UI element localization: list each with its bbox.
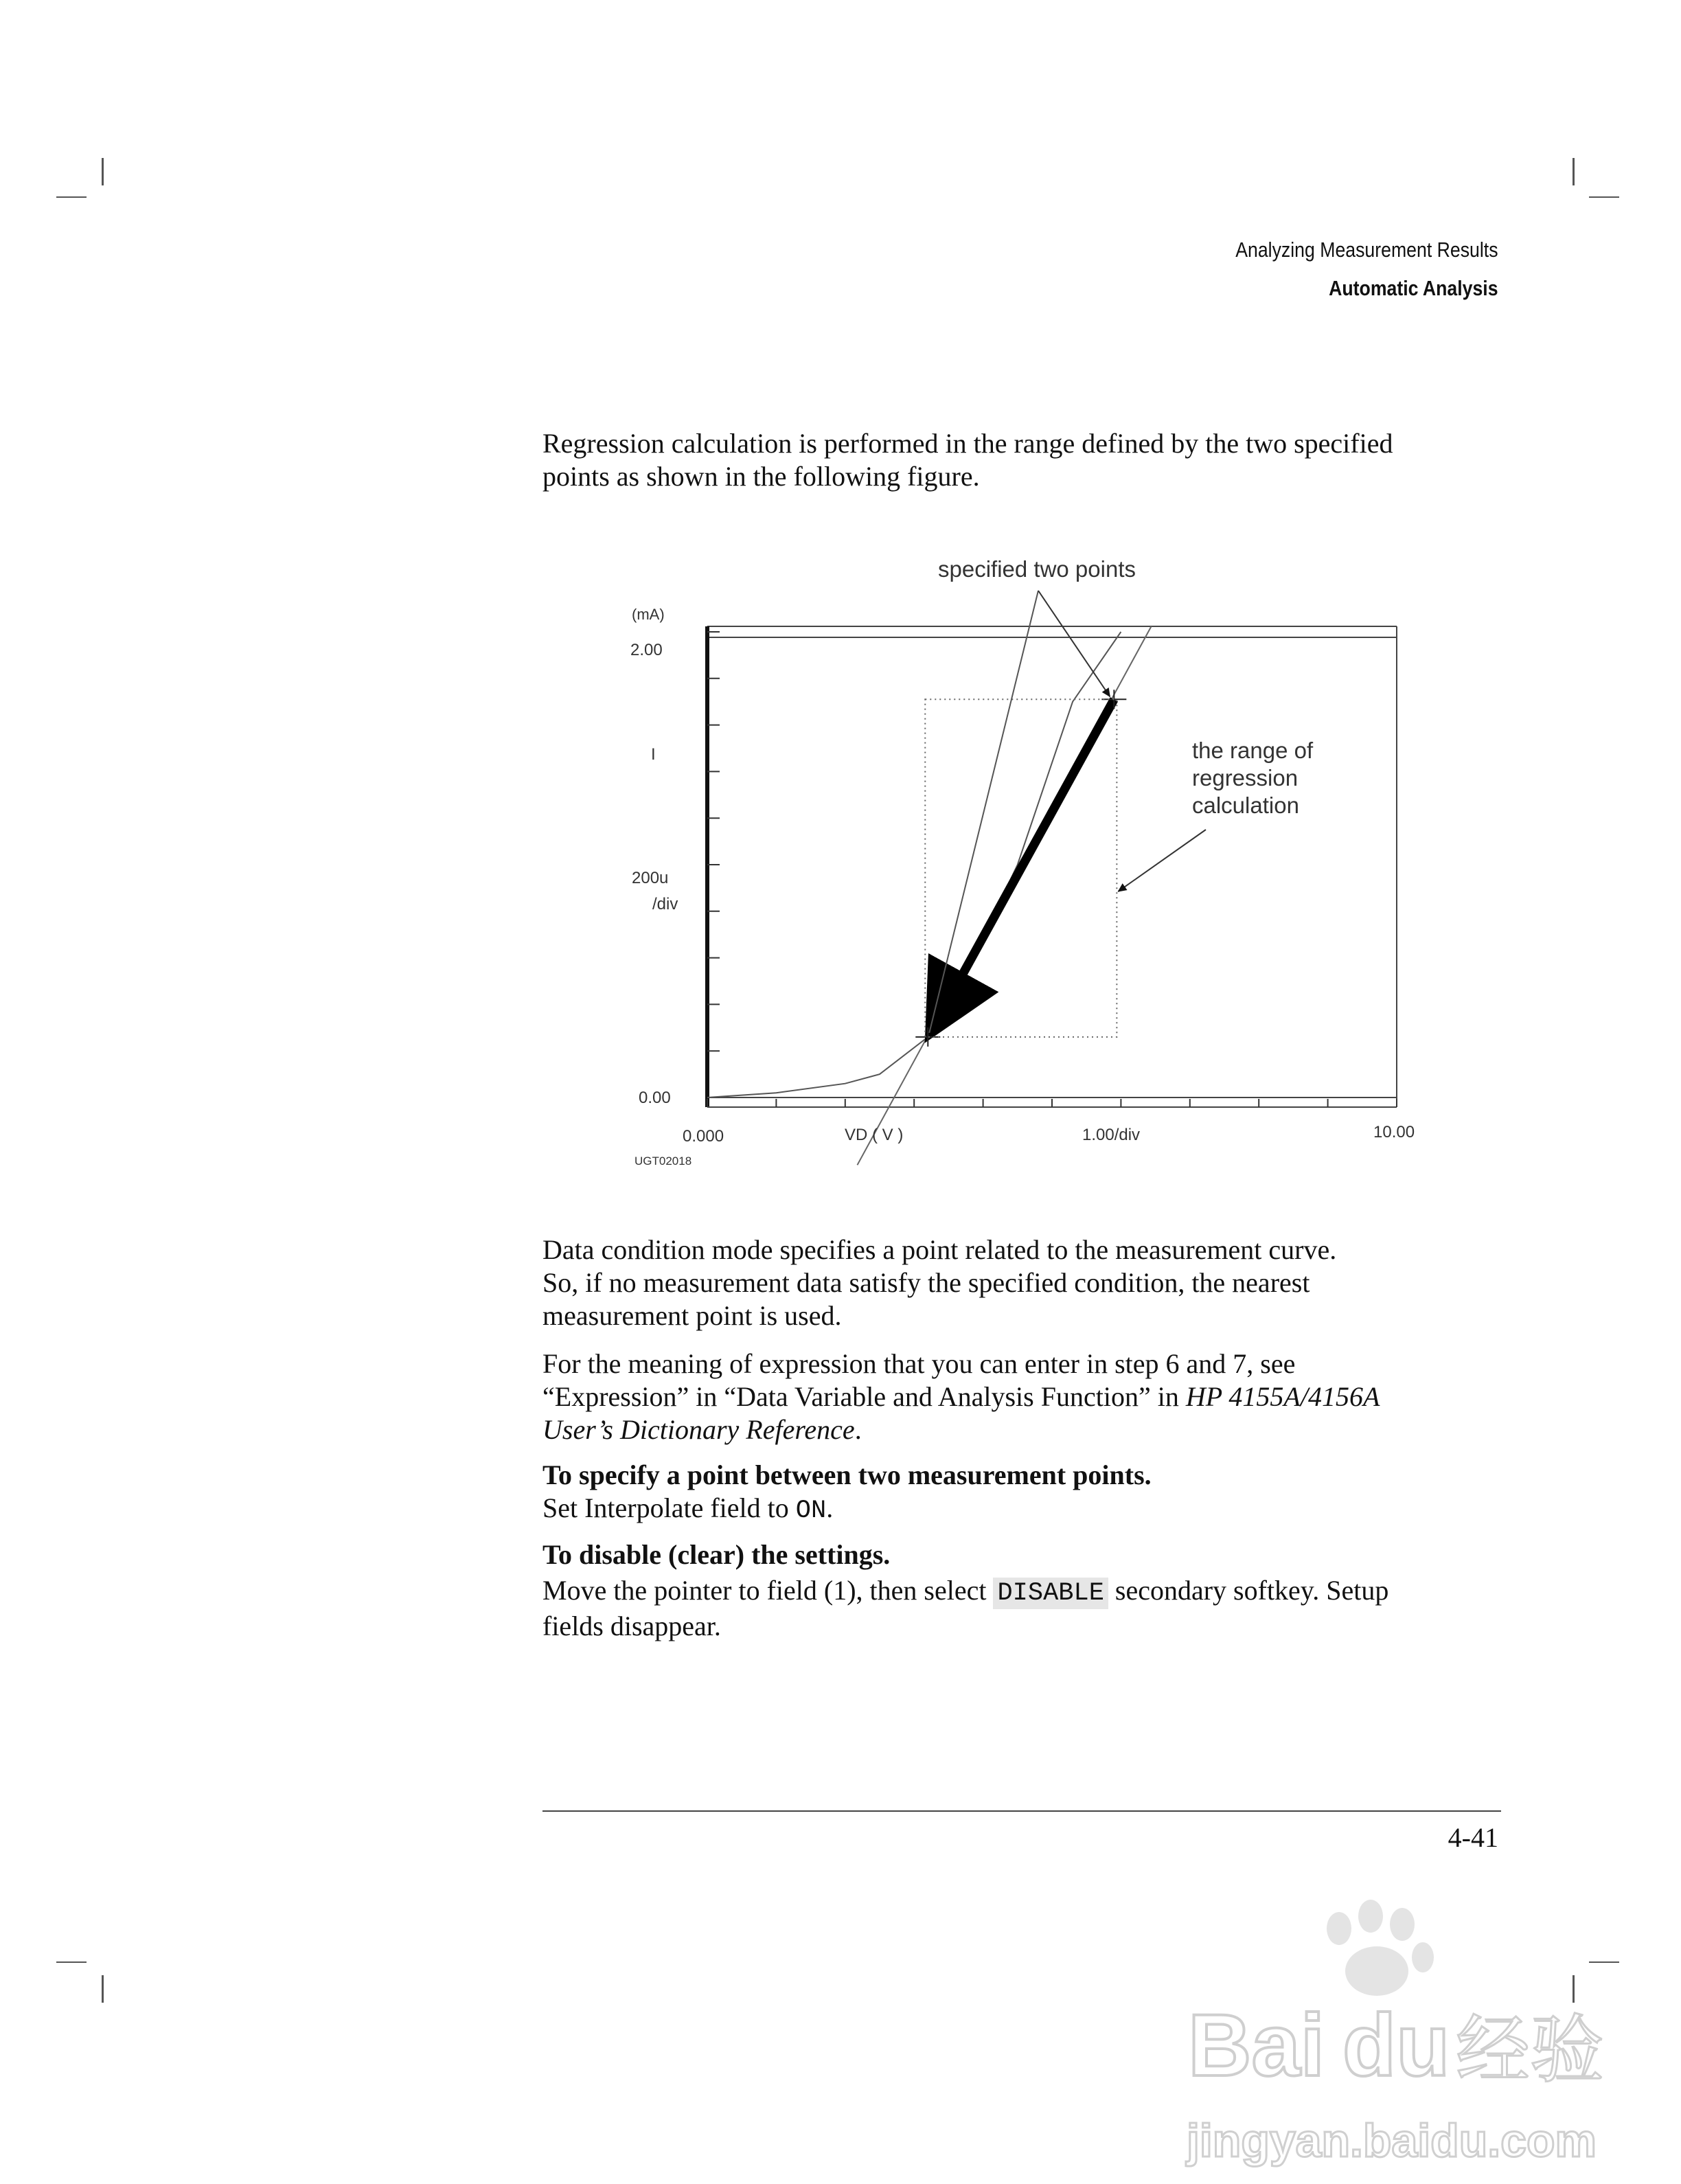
paragraph-line	[542, 1413, 1504, 1446]
data-condition-paragraph	[542, 1233, 1504, 1332]
paragraph-line	[542, 1574, 1504, 1610]
crop-mark	[1589, 1961, 1619, 1963]
annotation-range-line: regression	[1192, 765, 1299, 790]
interpolate-section	[542, 1459, 1504, 1527]
y-axis-name: I	[651, 745, 656, 764]
page-number: 4-41	[1448, 1822, 1498, 1853]
x-axis-ticks	[707, 1099, 1397, 1107]
footer-rule	[542, 1810, 1501, 1812]
paragraph-text: Set Interpolate field to	[542, 1492, 796, 1523]
figure-id: UGT02018	[634, 1154, 692, 1168]
paragraph-line: fields disappear.	[542, 1611, 721, 1641]
leader-line	[929, 591, 1038, 1033]
y-unit-label: (mA)	[632, 606, 665, 623]
y-scale-label: 200u	[632, 869, 669, 887]
paragraph-text: secondary softkey. Setup	[1108, 1575, 1389, 1606]
disable-section	[542, 1538, 1504, 1643]
disable-softkey: DISABLE	[993, 1578, 1108, 1609]
y-min-label: 0.00	[639, 1089, 671, 1107]
intro-line: Regression calculation is performed in the range defined by the two specified	[542, 428, 1393, 459]
paragraph-line	[542, 1492, 1504, 1527]
leader-arrow	[1038, 591, 1110, 696]
watermark-cn: 经验	[1456, 2008, 1605, 2091]
watermark-brand: Bai	[1188, 1997, 1325, 2095]
annotation-range-line: calculation	[1192, 793, 1299, 818]
leader-arrow	[1118, 830, 1206, 891]
paragraph-line: measurement point is used.	[542, 1300, 842, 1331]
running-header-section: Analyzing Measurement Results	[1235, 238, 1498, 262]
expression-paragraph	[542, 1347, 1504, 1446]
crop-mark	[56, 1961, 87, 1963]
paragraph-text: .	[854, 1414, 862, 1445]
running-header-subsection: Automatic Analysis	[1329, 276, 1498, 300]
x-min-label: 0.000	[683, 1127, 724, 1146]
paragraph-line: For the meaning of expression that you can enter in step 6 and 7, see	[542, 1348, 1296, 1379]
intro-line: points as shown in the following figure.	[542, 461, 980, 492]
annotation-range-line: the range of	[1192, 738, 1314, 763]
regression-line	[933, 699, 1114, 1027]
reference-title: User’s Dictionary Reference	[542, 1414, 855, 1445]
paw-icon	[1327, 1900, 1434, 1996]
interpolate-heading: To specify a point between two measurement points.	[542, 1459, 1152, 1490]
plot-frame	[707, 626, 1397, 1107]
measurement-curve	[707, 632, 1121, 1097]
baidu-watermark	[1167, 1896, 1605, 2184]
paragraph-text: .	[826, 1492, 834, 1523]
watermark-brand-2: du	[1342, 1997, 1450, 2095]
reference-title: HP 4155A/4156A	[1185, 1381, 1380, 1412]
paragraph-line: Data condition mode specifies a point related to the measurement curve.	[542, 1234, 1337, 1265]
disable-heading: To disable (clear) the settings.	[542, 1539, 891, 1570]
y-scale-unit: /div	[652, 895, 678, 913]
series-layer	[707, 626, 1152, 1165]
paragraph-line	[542, 1380, 1504, 1413]
annotation-specified-points: specified two points	[938, 556, 1136, 582]
x-scale-label: 1.00/div	[1082, 1126, 1141, 1144]
paragraph-text: “Expression” in “Data Variable and Analysis Function” in	[542, 1381, 1186, 1412]
interpolate-value: ON	[795, 1497, 827, 1525]
x-axis-name: VD ( V )	[845, 1126, 904, 1144]
paragraph-line: So, if no measurement data satisfy the specified condition, the nearest	[542, 1267, 1310, 1298]
y-max-label: 2.00	[630, 641, 663, 659]
x-max-label: 10.00	[1373, 1123, 1415, 1141]
crop-mark	[102, 1975, 104, 2003]
watermark-url: jingyan.baidu.com	[1187, 2115, 1597, 2167]
paragraph-text: Move the pointer to field (1), then select	[542, 1575, 994, 1606]
